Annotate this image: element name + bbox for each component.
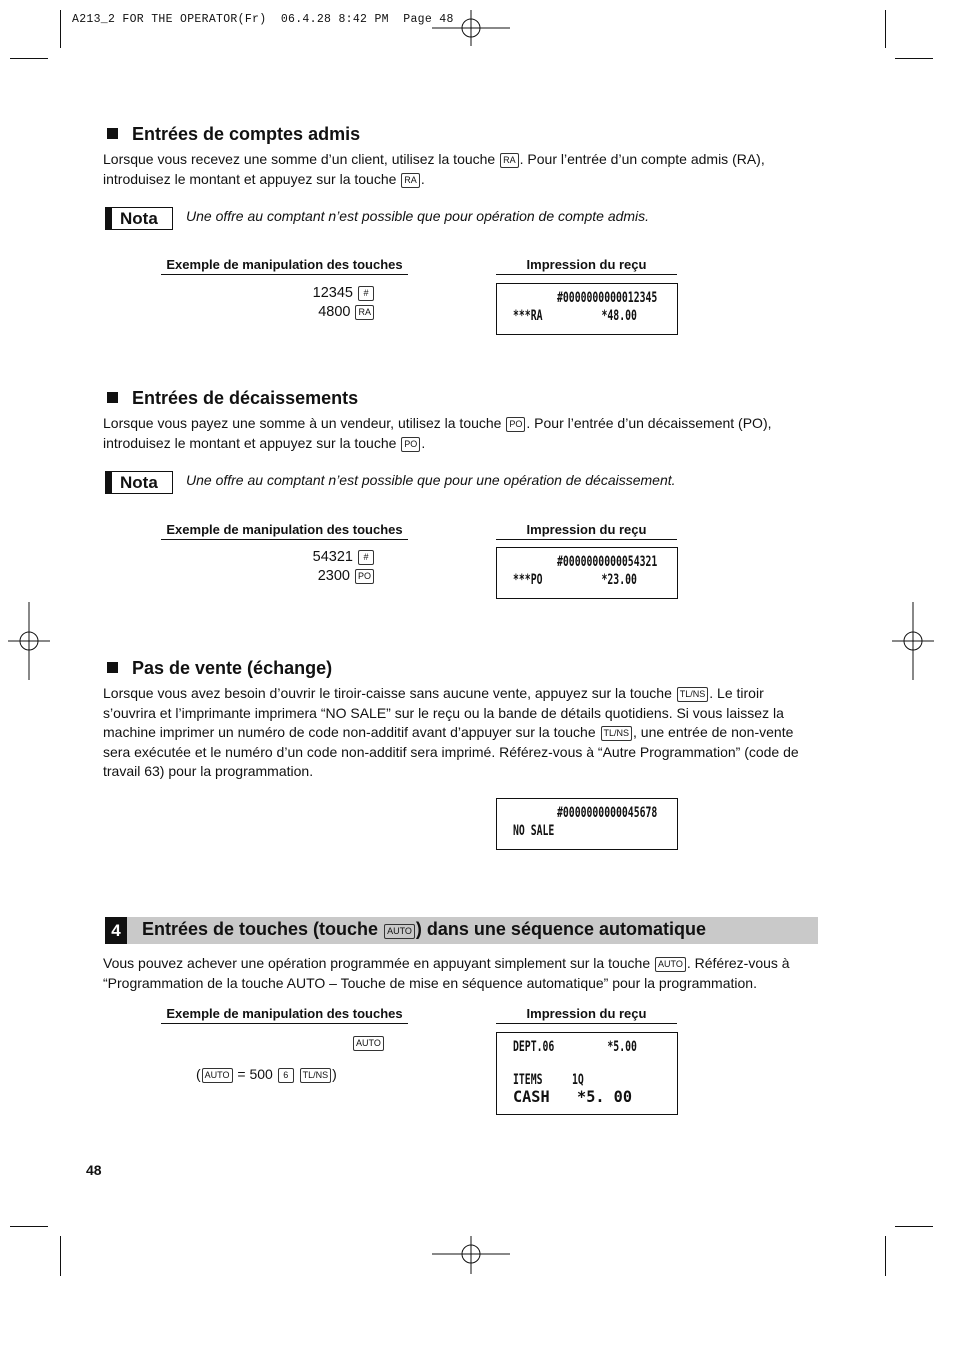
dept-6-key-icon: 6 bbox=[278, 1068, 294, 1083]
auto-key-icon: AUTO bbox=[655, 957, 686, 972]
section-title-ra: Entrées de comptes admis bbox=[107, 124, 360, 145]
po-key-icon: PO bbox=[355, 569, 374, 584]
section-ns-text: Lorsque vous avez besoin d’ouvrir le tiroir-caisse sans aucune vente, appuyez sur la touche TL/NS . Le tiroir s’ouvrira et l’imprimante imprimera “NO SALE” sur le reçu ou la bande de détails quotidiens. Si vous laissez la machine imprimer un numéro de code non-additif avant d’appuyer sur la touche TL/NS , une entrée de non-vente sera exécutée et le numéro d’un code non-additif sera imprimé. Référez-vous à “Autre Programmation” (code de travail 63) pour la programmation. bbox=[103, 685, 799, 779]
receipt-header: Impression du reçu bbox=[496, 522, 677, 540]
section-ra-text: Lorsque vous recevez une somme d’un client, utilisez la touche RA . Pour l’entrée d’un compte admis (RA), introduisez le montant et appuyez sur la touche RA . bbox=[103, 151, 765, 187]
nota-text: Une offre au comptant n’est possible que pour opération de compte admis. bbox=[186, 208, 650, 224]
bullet-square-icon bbox=[107, 662, 118, 673]
ra-key-icon: RA bbox=[500, 153, 519, 168]
nota-label: Nota bbox=[105, 207, 173, 230]
bullet-square-icon bbox=[107, 128, 118, 139]
auto-key-icon: AUTO bbox=[384, 924, 415, 939]
ra-key-icon: RA bbox=[355, 305, 374, 320]
po-key-icon: PO bbox=[401, 437, 420, 452]
receipt-ra: #0000000000012345 ***RA *48.00 bbox=[496, 283, 678, 335]
section-auto-text: Vous pouvez achever une opération programmée en appuyant simplement sur la touche AUTO . Référez-vous à “Programmation de la touche AUTO – Touche de mise en séquence automatique” pour la programmation. bbox=[103, 955, 790, 991]
receipt-header: Impression du reçu bbox=[496, 257, 677, 275]
po-key-icon: PO bbox=[506, 417, 525, 432]
tl-ns-key-icon: TL/NS bbox=[300, 1068, 332, 1083]
nota-label: Nota bbox=[105, 471, 173, 494]
bullet-square-icon bbox=[107, 392, 118, 403]
tl-ns-key-icon: TL/NS bbox=[601, 726, 633, 741]
receipt-po: #0000000000054321 ***PO *23.00 bbox=[496, 547, 678, 599]
ops-header: Exemple de manipulation des touches bbox=[161, 522, 408, 540]
section-po-text: Lorsque vous payez une somme à un vendeur, utilisez la touche PO . Pour l’entrée d’un décaissement (PO), introduisez le montant et appuyez sur la touche PO . bbox=[103, 415, 772, 451]
section-title-po: Entrées de décaissements bbox=[107, 388, 358, 409]
print-header: A213_2 FOR THE OPERATOR(Fr) 06.4.28 8:42 PM Page 48 bbox=[72, 13, 454, 26]
section-title-no-sale: Pas de vente (échange) bbox=[107, 658, 332, 679]
section-4-banner bbox=[105, 917, 818, 944]
ops-header: Exemple de manipulation des touches bbox=[161, 1006, 408, 1024]
auto-key-icon: AUTO bbox=[353, 1036, 384, 1051]
auto-key-icon: AUTO bbox=[202, 1068, 233, 1083]
auto-key-definition: ( AUTO = 500 6 TL/NS ) bbox=[196, 1066, 337, 1082]
ra-key-icon: RA bbox=[401, 173, 420, 188]
registration-mark-right bbox=[892, 602, 936, 682]
section-number: 4 bbox=[105, 917, 127, 944]
section-4-title: Entrées de touches (touche AUTO ) dans une séquence automatique bbox=[142, 919, 706, 939]
tl-ns-key-icon: TL/NS bbox=[677, 687, 709, 702]
key-operations bbox=[352, 1034, 385, 1051]
receipt-header: Impression du reçu bbox=[496, 1006, 677, 1024]
ops-header: Exemple de manipulation des touches bbox=[161, 257, 408, 275]
hash-key-icon: # bbox=[358, 286, 374, 301]
key-operations: 12345 # 4800 RA bbox=[260, 284, 375, 322]
registration-mark-top bbox=[432, 8, 512, 48]
nota-text: Une offre au comptant n’est possible que pour une opération de décaissement. bbox=[186, 472, 676, 488]
hash-key-icon: # bbox=[358, 550, 374, 565]
receipt-auto: DEPT.06 *5.00 ITEMS 1Q CASH *5. 00 bbox=[496, 1032, 678, 1115]
page-number: 48 bbox=[86, 1162, 102, 1178]
receipt-no-sale: #0000000000045678 NO SALE bbox=[496, 798, 678, 850]
registration-mark-bottom bbox=[432, 1236, 512, 1276]
key-operations: 54321 # 2300 PO bbox=[260, 548, 375, 586]
registration-mark-left bbox=[8, 602, 52, 682]
